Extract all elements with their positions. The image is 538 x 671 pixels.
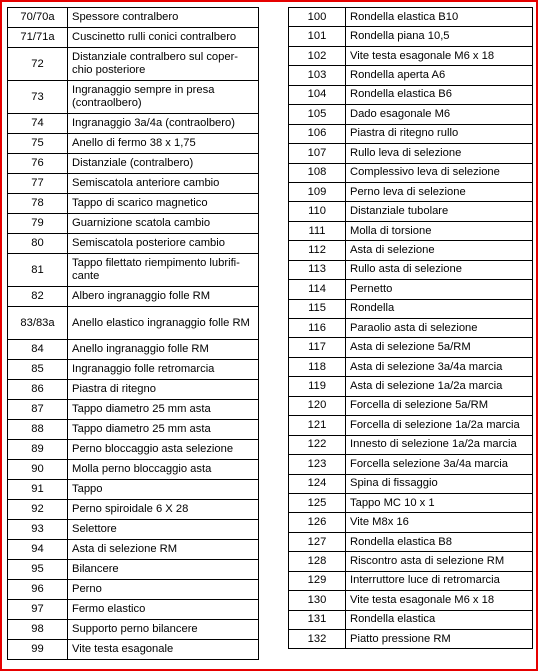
table-row xyxy=(289,455,533,474)
part-number: 127 xyxy=(289,532,346,551)
part-description: Asta di selezione 3a/4a marcia xyxy=(346,357,533,376)
table-row xyxy=(8,340,259,360)
part-number: 116 xyxy=(289,319,346,338)
part-description: Complessivo leva di selezione xyxy=(346,163,533,182)
table-row xyxy=(289,299,533,318)
part-description: Guarnizione scatola cambio xyxy=(68,214,259,234)
table-row xyxy=(8,214,259,234)
part-description: Molla perno bloccaggio asta xyxy=(68,460,259,480)
part-number: 93 xyxy=(8,520,68,540)
part-description: Paraolio asta di selezione xyxy=(346,319,533,338)
part-number: 84 xyxy=(8,340,68,360)
part-description: Ingranaggio 3a/4a (contraolbero) xyxy=(68,114,259,134)
part-description: Vite testa esagonale M6 x 18 xyxy=(346,46,533,65)
table-row xyxy=(289,85,533,104)
part-description: Forcella di selezione 5a/RM xyxy=(346,396,533,415)
part-number: 102 xyxy=(289,46,346,65)
part-description: Semiscatola posteriore cambio xyxy=(68,234,259,254)
table-row xyxy=(8,560,259,580)
part-description: Spessore contralbero xyxy=(68,8,259,28)
part-description: Spina di fissaggio xyxy=(346,474,533,493)
part-description: Forcella di selezione 1a/2a marcia xyxy=(346,416,533,435)
table-row xyxy=(8,307,259,340)
part-number: 72 xyxy=(8,48,68,81)
table-row xyxy=(289,493,533,512)
table-row xyxy=(289,202,533,221)
part-number: 101 xyxy=(289,27,346,46)
table-row xyxy=(8,580,259,600)
part-number: 107 xyxy=(289,144,346,163)
part-number: 115 xyxy=(289,299,346,318)
part-number: 96 xyxy=(8,580,68,600)
part-number: 104 xyxy=(289,85,346,104)
part-number: 79 xyxy=(8,214,68,234)
part-number: 81 xyxy=(8,254,68,287)
table-row xyxy=(289,552,533,571)
table-row xyxy=(289,182,533,201)
table-row xyxy=(8,81,259,114)
part-number: 97 xyxy=(8,600,68,620)
table-row xyxy=(289,338,533,357)
part-description: Tappo filettato riempimento lubrifi-cante xyxy=(68,254,259,287)
part-number: 125 xyxy=(289,493,346,512)
part-description: Piastra di ritegno xyxy=(68,380,259,400)
part-number: 80 xyxy=(8,234,68,254)
part-number: 105 xyxy=(289,105,346,124)
part-description: Distanziale tubolare xyxy=(346,202,533,221)
part-description: Vite M8x 16 xyxy=(346,513,533,532)
part-number: 110 xyxy=(289,202,346,221)
table-row xyxy=(289,27,533,46)
part-number: 109 xyxy=(289,182,346,201)
part-description: Ingranaggio folle retromarcia xyxy=(68,360,259,380)
part-number: 71/71a xyxy=(8,28,68,48)
part-description: Forcella selezione 3a/4a marcia xyxy=(346,455,533,474)
part-description: Rondella elastica B6 xyxy=(346,85,533,104)
part-description: Rondella elastica B8 xyxy=(346,532,533,551)
part-number: 100 xyxy=(289,8,346,27)
part-description: Tappo diametro 25 mm asta xyxy=(68,400,259,420)
table-row xyxy=(289,66,533,85)
part-description: Selettore xyxy=(68,520,259,540)
part-description: Piatto pressione RM xyxy=(346,630,533,649)
parts-table-right xyxy=(288,7,533,649)
table-row xyxy=(8,400,259,420)
part-number: 117 xyxy=(289,338,346,357)
table-row xyxy=(289,280,533,299)
part-description: Bilancere xyxy=(68,560,259,580)
part-number: 108 xyxy=(289,163,346,182)
part-number: 126 xyxy=(289,513,346,532)
part-description: Dado esagonale M6 xyxy=(346,105,533,124)
part-number: 73 xyxy=(8,81,68,114)
part-description: Perno spiroidale 6 X 28 xyxy=(68,500,259,520)
table-row xyxy=(289,105,533,124)
table-row xyxy=(8,234,259,254)
part-number: 114 xyxy=(289,280,346,299)
table-row xyxy=(8,520,259,540)
part-number: 86 xyxy=(8,380,68,400)
part-description: Piastra di ritegno rullo xyxy=(346,124,533,143)
table-row xyxy=(8,28,259,48)
table-row xyxy=(289,163,533,182)
part-description: Tappo diametro 25 mm asta xyxy=(68,420,259,440)
part-description: Cuscinetto rulli conici contralbero xyxy=(68,28,259,48)
part-description: Asta di selezione xyxy=(346,241,533,260)
part-description: Perno leva di selezione xyxy=(346,182,533,201)
part-number: 89 xyxy=(8,440,68,460)
part-description: Vite testa esagonale xyxy=(68,640,259,660)
part-description: Anello elastico ingranaggio folle RM xyxy=(68,307,259,340)
table-row xyxy=(8,440,259,460)
part-description: Asta di selezione 5a/RM xyxy=(346,338,533,357)
part-number: 112 xyxy=(289,241,346,260)
part-description: Perno xyxy=(68,580,259,600)
table-row xyxy=(8,174,259,194)
part-number: 124 xyxy=(289,474,346,493)
part-number: 87 xyxy=(8,400,68,420)
parts-table-left xyxy=(7,7,259,660)
table-row xyxy=(8,620,259,640)
part-description: Rondella elastica xyxy=(346,610,533,629)
table-row xyxy=(289,8,533,27)
table-row xyxy=(8,254,259,287)
part-number: 91 xyxy=(8,480,68,500)
part-description: Tappo xyxy=(68,480,259,500)
table-row xyxy=(8,420,259,440)
part-number: 88 xyxy=(8,420,68,440)
part-number: 94 xyxy=(8,540,68,560)
part-description: Asta di selezione RM xyxy=(68,540,259,560)
part-number: 103 xyxy=(289,66,346,85)
table-row xyxy=(8,600,259,620)
table-row xyxy=(8,154,259,174)
part-description: Supporto perno bilancere xyxy=(68,620,259,640)
part-number: 77 xyxy=(8,174,68,194)
part-description: Fermo elastico xyxy=(68,600,259,620)
table-row xyxy=(289,144,533,163)
table-row xyxy=(8,500,259,520)
part-description: Riscontro asta di selezione RM xyxy=(346,552,533,571)
part-number: 129 xyxy=(289,571,346,590)
part-description: Rondella piana 10,5 xyxy=(346,27,533,46)
part-number: 85 xyxy=(8,360,68,380)
table-row xyxy=(8,8,259,28)
part-number: 128 xyxy=(289,552,346,571)
part-number: 83/83a xyxy=(8,307,68,340)
part-number: 121 xyxy=(289,416,346,435)
table-row xyxy=(8,360,259,380)
part-number: 123 xyxy=(289,455,346,474)
part-description: Distanziale contralbero sul coper-chio posteriore xyxy=(68,48,259,81)
part-number: 111 xyxy=(289,221,346,240)
part-description: Asta di selezione 1a/2a marcia xyxy=(346,377,533,396)
table-row xyxy=(289,630,533,649)
part-number: 99 xyxy=(8,640,68,660)
table-row xyxy=(289,513,533,532)
part-description: Rondella elastica B10 xyxy=(346,8,533,27)
part-description: Vite testa esagonale M6 x 18 xyxy=(346,591,533,610)
part-description: Tappo di scarico magnetico xyxy=(68,194,259,214)
part-number: 78 xyxy=(8,194,68,214)
part-description: Anello ingranaggio folle RM xyxy=(68,340,259,360)
table-row xyxy=(289,319,533,338)
part-description: Rullo leva di selezione xyxy=(346,144,533,163)
table-row xyxy=(8,460,259,480)
part-number: 118 xyxy=(289,357,346,376)
table-row xyxy=(8,48,259,81)
part-number: 113 xyxy=(289,260,346,279)
table-row xyxy=(289,377,533,396)
table-row xyxy=(8,540,259,560)
table-row xyxy=(289,532,533,551)
part-number: 120 xyxy=(289,396,346,415)
part-description: Distanziale (contralbero) xyxy=(68,154,259,174)
part-number: 82 xyxy=(8,287,68,307)
table-row xyxy=(289,46,533,65)
table-row xyxy=(289,221,533,240)
table-row xyxy=(8,134,259,154)
part-number: 98 xyxy=(8,620,68,640)
part-number: 75 xyxy=(8,134,68,154)
table-row xyxy=(289,571,533,590)
table-row xyxy=(8,380,259,400)
table-row xyxy=(289,474,533,493)
part-description: Rondella xyxy=(346,299,533,318)
table-row xyxy=(8,640,259,660)
table-row xyxy=(289,357,533,376)
part-description: Rondella aperta A6 xyxy=(346,66,533,85)
table-row xyxy=(289,591,533,610)
part-description: Interruttore luce di retromarcia xyxy=(346,571,533,590)
table-row xyxy=(289,396,533,415)
table-row xyxy=(289,416,533,435)
table-row xyxy=(289,435,533,454)
table-row xyxy=(8,194,259,214)
part-number: 70/70a xyxy=(8,8,68,28)
part-description: Perno bloccaggio asta selezione xyxy=(68,440,259,460)
table-row xyxy=(289,610,533,629)
part-number: 132 xyxy=(289,630,346,649)
part-number: 131 xyxy=(289,610,346,629)
part-description: Molla di torsione xyxy=(346,221,533,240)
table-row xyxy=(8,287,259,307)
part-description: Pernetto xyxy=(346,280,533,299)
part-number: 130 xyxy=(289,591,346,610)
table-row xyxy=(289,124,533,143)
part-number: 95 xyxy=(8,560,68,580)
part-number: 106 xyxy=(289,124,346,143)
part-description: Semiscatola anteriore cambio xyxy=(68,174,259,194)
part-number: 92 xyxy=(8,500,68,520)
table-row xyxy=(8,114,259,134)
part-number: 119 xyxy=(289,377,346,396)
part-number: 76 xyxy=(8,154,68,174)
part-description: Albero ingranaggio folle RM xyxy=(68,287,259,307)
part-description: Rullo asta di selezione xyxy=(346,260,533,279)
part-description: Tappo MC 10 x 1 xyxy=(346,493,533,512)
part-description: Anello di fermo 38 x 1,75 xyxy=(68,134,259,154)
table-row xyxy=(289,260,533,279)
part-description: Ingranaggio sempre in presa (contraolbero) xyxy=(68,81,259,114)
part-number: 90 xyxy=(8,460,68,480)
part-number: 122 xyxy=(289,435,346,454)
table-row xyxy=(8,480,259,500)
part-number: 74 xyxy=(8,114,68,134)
table-row xyxy=(289,241,533,260)
part-description: Innesto di selezione 1a/2a marcia xyxy=(346,435,533,454)
